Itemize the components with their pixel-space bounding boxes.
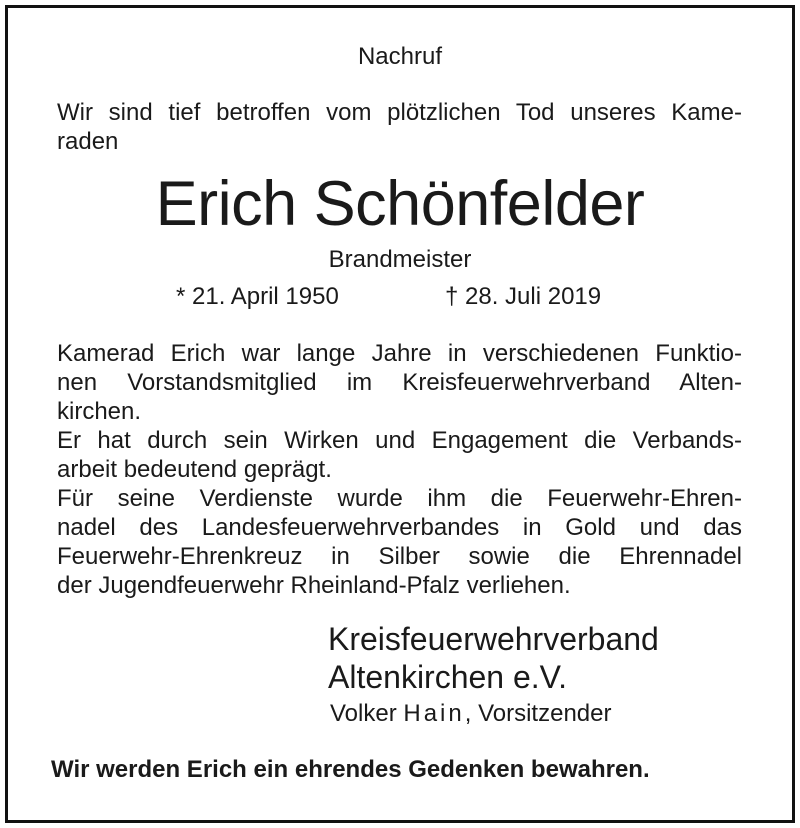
body-line-7: nadel des Landesfeuerwehrverbandes in Gold und das bbox=[57, 514, 742, 541]
organization-line-1: Kreisfeuerwehrverband bbox=[328, 621, 659, 657]
body-line-3: kirchen. bbox=[57, 398, 142, 425]
intro-line-2: raden bbox=[57, 128, 119, 155]
body-line-4: Er hat durch sein Wirken und Engagement die Verbands- bbox=[57, 427, 742, 454]
rank: Brandmeister bbox=[328, 246, 472, 273]
body-line-6: Für seine Verdienste wurde ihm die Feuerwehr-Ehren- bbox=[57, 485, 742, 512]
signer-role: , Vorsitzender bbox=[464, 700, 612, 727]
intro-line-1: Wir sind tief betroffen vom plötzlichen Tod unseres Kame- bbox=[57, 99, 742, 126]
body-line-8: Feuerwehr-Ehrenkreuz in Silber sowie die Ehrennadel bbox=[57, 543, 742, 570]
organization-line-2: Altenkirchen e.V. bbox=[328, 659, 567, 695]
body-line-2: nen Vorstandsmitglied im Kreisfeuerwehrverband Alten- bbox=[57, 369, 742, 396]
body-line-9: der Jugendfeuerwehr Rheinland-Pfalz verliehen. bbox=[57, 572, 571, 599]
death-date: † 28. Juli 2019 bbox=[445, 283, 602, 310]
birth-date: * 21. April 1950 bbox=[176, 283, 339, 310]
body-line-5: arbeit bedeutend geprägt. bbox=[57, 456, 332, 483]
signer-last-name: Hain bbox=[403, 700, 465, 727]
body-line-1: Kamerad Erich war lange Jahre in verschiedenen Funktio- bbox=[57, 340, 742, 367]
deceased-name: Erich Schönfelder bbox=[155, 169, 645, 239]
closing-line: Wir werden Erich ein ehrendes Gedenken bewahren. bbox=[51, 756, 650, 783]
heading: Nachruf bbox=[357, 43, 443, 70]
signer bbox=[330, 698, 611, 730]
signer-first-name: Volker bbox=[330, 700, 397, 727]
